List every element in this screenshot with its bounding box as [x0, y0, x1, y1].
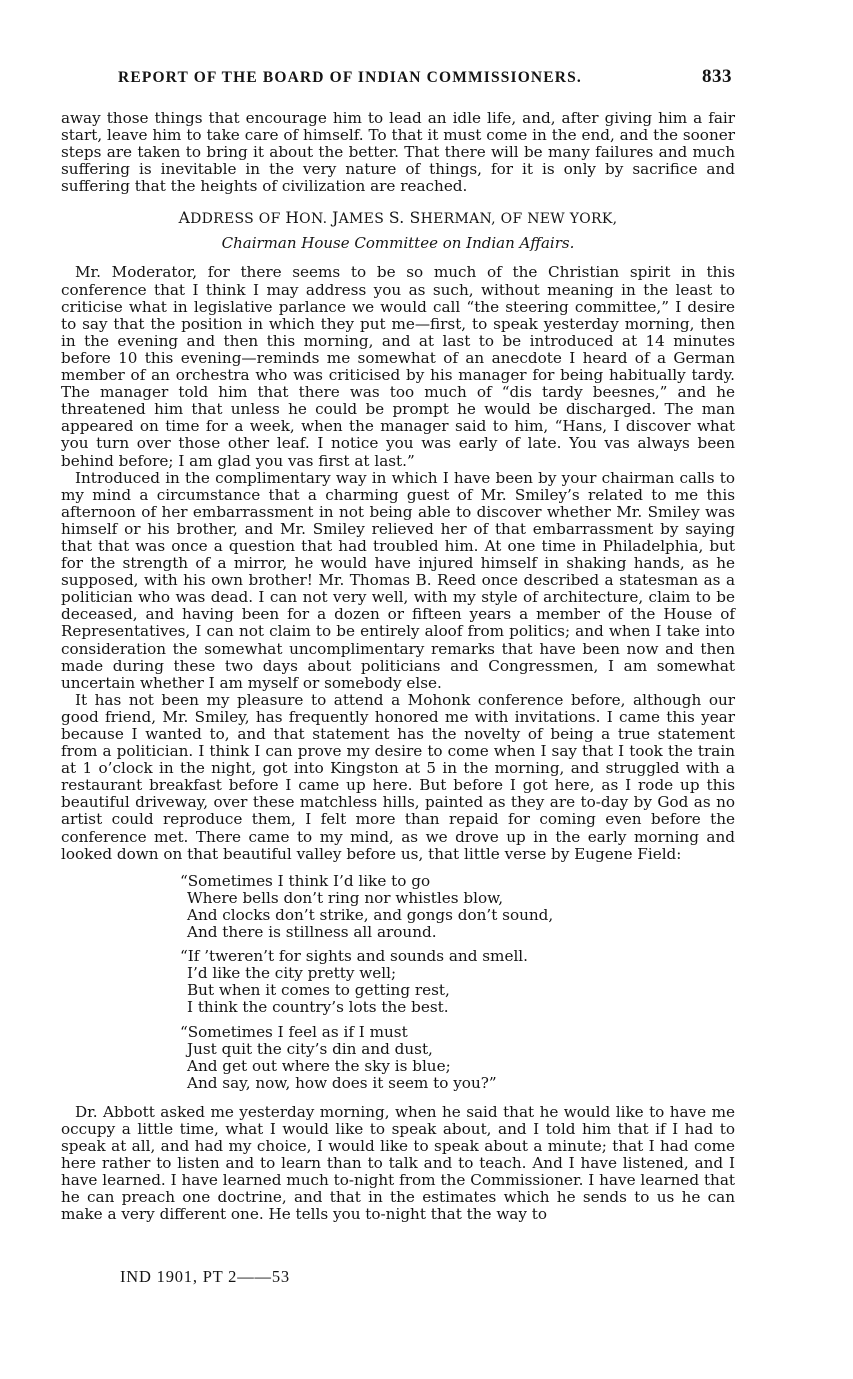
- poem-line: And there is stillness all around.: [187, 923, 437, 942]
- poem-stanza: [180, 947, 735, 1017]
- poem-stanza: [180, 871, 735, 942]
- paragraph: Introduced in the complimentary way in which I have been by your chairman calls to my mind a circumstance that a charming guest of Mr. Smiley’s related to me this afternoon of her embarrassment in not being able to discover whether Mr. Smiley was himself or his brother, and Mr. Smiley relieved her of that embarrassment by saying that that was once a question that had troubled him. At one time in Philadelphia, but for the strength of a mirror, he would have injured himself in shaking hands, as he supposed, with his own brother! Mr. Thomas B. Reed once described a statesman as a politician who was dead. I can not very well, with my style of architecture, claim to be deceased, and having been for a dozen or fifteen years a member of the House of Representatives, I can not claim to be entirely aloof from politics; and when I take into consideration the somewhat uncomplimentary remarks that have been now and then made during these two days about politicians and Congressmen, I am somewhat uncertain whether I am myself or somebody else.: [61, 468, 735, 692]
- poem-line: And get out where the sky is blue;: [187, 1056, 451, 1075]
- poem-line: And clocks don’t strike, and gongs don’t sound,: [187, 905, 554, 924]
- address-title: ADDRESS OF HON. JAMES S. SHERMAN, OF NEW YORK,: [178, 209, 618, 228]
- poem-line: Just quit the city’s din and dust,: [187, 1039, 433, 1058]
- poem-line: I think the country’s lots the best.: [187, 998, 449, 1017]
- running-header: [118, 66, 732, 90]
- poem-line: And say, now, how does it seem to you?”: [187, 1073, 497, 1092]
- signature-mark: IND 1901, PT 2——53: [120, 1267, 290, 1286]
- poem-line: But when it comes to getting rest,: [187, 981, 450, 1000]
- page-body: [61, 110, 735, 1224]
- poem-eugene-field: [180, 871, 735, 1092]
- paragraph: Mr. Moderator, for there seems to be so much of the Christian spirit in this conference that I think I may address you as such, without meaning in the least to criticise what in legislative parlance we would call “the steering committee,” I desire to say that the position in which they put me—first, to speak yesterday morning, then in the evening and then this morning, and at last to be introduced at 14 minutes before 10 this evening—reminds me somewhat of an anecdote I heard of a German member of an orchestra who was criticised by his manager for being habitually tardy. The manager told him that there was too much of “dis tardy beesnes,” and he threatened him that unless he could be prompt he would be discharged. The man appeared on time for a week, when the manager said to him, “Hans, I discover what you turn over those other leaf. I notice you was early of late. You vas always been behind before; I am glad you vas first at last.”: [61, 263, 735, 470]
- poem-line: I’d like the city pretty well;: [187, 964, 397, 983]
- running-title: REPORT OF THE BOARD OF INDIAN COMMISSIONERS.: [118, 69, 582, 86]
- poem-line: Where bells don’t ring nor whistles blow,: [187, 888, 504, 907]
- paragraph-continued: away those things that encourage him to lead an idle life, and, after giving him a fair start, leave him to take care of himself. To that it must come in the end, and the sooner steps are taken to bring it about the better. That there will be many failures and much suffering is inevitable in the very nature of things, for it is only by sacrifice and suffering that the heights of civilization are reached.: [61, 109, 735, 196]
- poem-line: “Sometimes I feel as if I must: [180, 1022, 408, 1041]
- poem-line: “If ’tweren’t for sights and sounds and smell.: [180, 947, 528, 966]
- poem-stanza: [180, 1022, 735, 1092]
- page-number: 833: [702, 66, 732, 87]
- poem-line: “Sometimes I think I’d like to go: [180, 871, 431, 890]
- paragraph: Dr. Abbott asked me yesterday morning, when he said that he would like to have me occupy a little time, what I would like to speak about, and I told him that if I had to speak at all, and had my choice, I would like to speak about a minute; that I had come here rather to listen and to learn than to talk and to teach. And I have listened, and I have learned. I have learned much to-night from the Commissioner. I have learned that he can preach one doctrine, and that in the estimates which he sends to us he can make a very different one. He tells you to-night that the way to: [61, 1102, 735, 1224]
- paragraph: It has not been my pleasure to attend a Mohonk conference before, although our good friend, Mr. Smiley, has frequently honored me with invitations. I came this year because I wanted to, and that statement has the novelty of being a true statement from a politician. I think I can prove my desire to come when I say that I took the train at 1 o’clock in the night, got into Kingston at 5 in the morning, and struggled with a restaurant breakfast before I came up here. But before I got here, as I rode up this beautiful driveway, over these matchless hills, painted as they are to-day by God as no artist could reproduce them, I felt more than repaid for coming even before the conference met. There came to my mind, as we drove up in the early morning and looked down on that beautiful valley before us, that little verse by Eugene Field:: [61, 690, 735, 863]
- address-subtitle: Chairman House Committee on Indian Affairs.: [221, 234, 575, 253]
